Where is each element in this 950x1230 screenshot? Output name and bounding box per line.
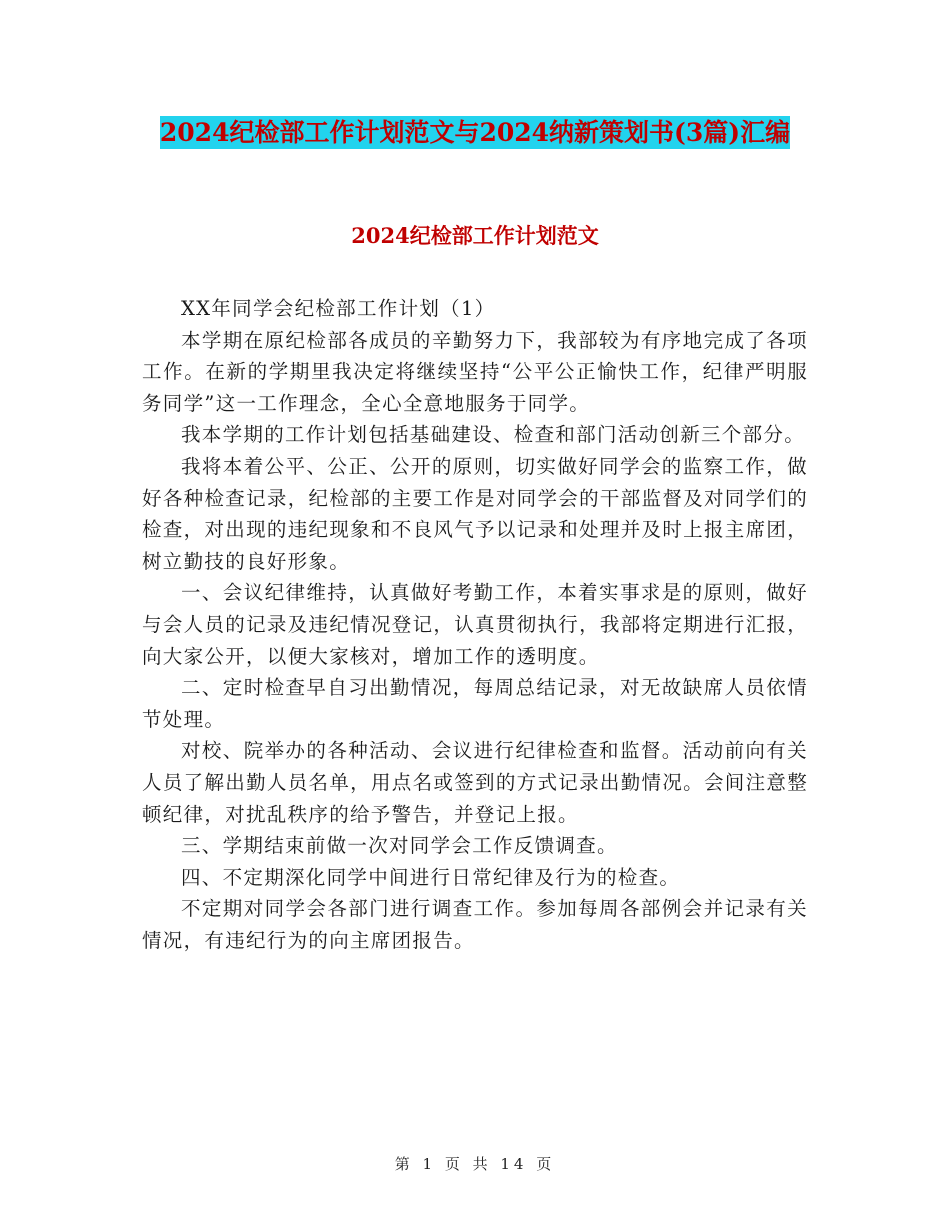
paragraph: 二、定时检查早自习出勤情况，每周总结记录，对无故缺席人员依情节处理。: [142, 676, 808, 731]
paragraph: 本学期在原纪检部各成员的辛勤努力下，我部较为有序地完成了各项工作。在新的学期里我决定将继续坚持“公平公正愉快工作，纪律严明服务同学”这一工作理念，全心全意地服务于同学。: [142, 328, 808, 415]
document-body: [142, 293, 808, 956]
paragraph: 我将本着公平、公正、公开的原则，切实做好同学会的监察工作，做好各种检查记录，纪检部的主要工作是对同学会的干部监督及对同学们的检查，对出现的违纪现象和不良风气予以记录和处理并及时上报主席团，树立勤技的良好形象。: [142, 454, 808, 573]
paragraph: 不定期对同学会各部门进行调查工作。参加每周各部例会并记录有关情况，有违纪行为的向主席团报告。: [142, 897, 808, 952]
section-title: 2024纪检部工作计划范文: [351, 223, 599, 248]
paragraph: 对校、院举办的各种活动、会议进行纪律检查和监督。活动前向有关人员了解出勤人员名单，用点名或签到的方式记录出勤情况。会间注意整顿纪律，对扰乱秩序的给予警告，并登记上报。: [142, 739, 808, 826]
paragraph: 一、会议纪律维持，认真做好考勤工作，本着实事求是的原则，做好与会人员的记录及违纪情况登记，认真贯彻执行，我部将定期进行汇报，向大家公开，以便大家核对，增加工作的透明度。: [142, 581, 808, 668]
document-title-text: 2024纪检部工作计划范文与2024纳新策划书(3篇)汇编: [159, 118, 791, 147]
paragraph: 四、不定期深化同学中间进行日常纪律及行为的检查。: [181, 865, 681, 889]
page-footer: 第 1 页 共 14 页: [394, 1155, 556, 1173]
paragraph: 我本学期的工作计划包括基础建设、检查和部门活动创新三个部分。: [181, 423, 806, 447]
paragraph: XX年同学会纪检部工作计划（1）: [181, 297, 496, 320]
paragraph: 三、学期结束前做一次对同学会工作反馈调查。: [181, 834, 618, 858]
document-title: [140, 108, 810, 158]
